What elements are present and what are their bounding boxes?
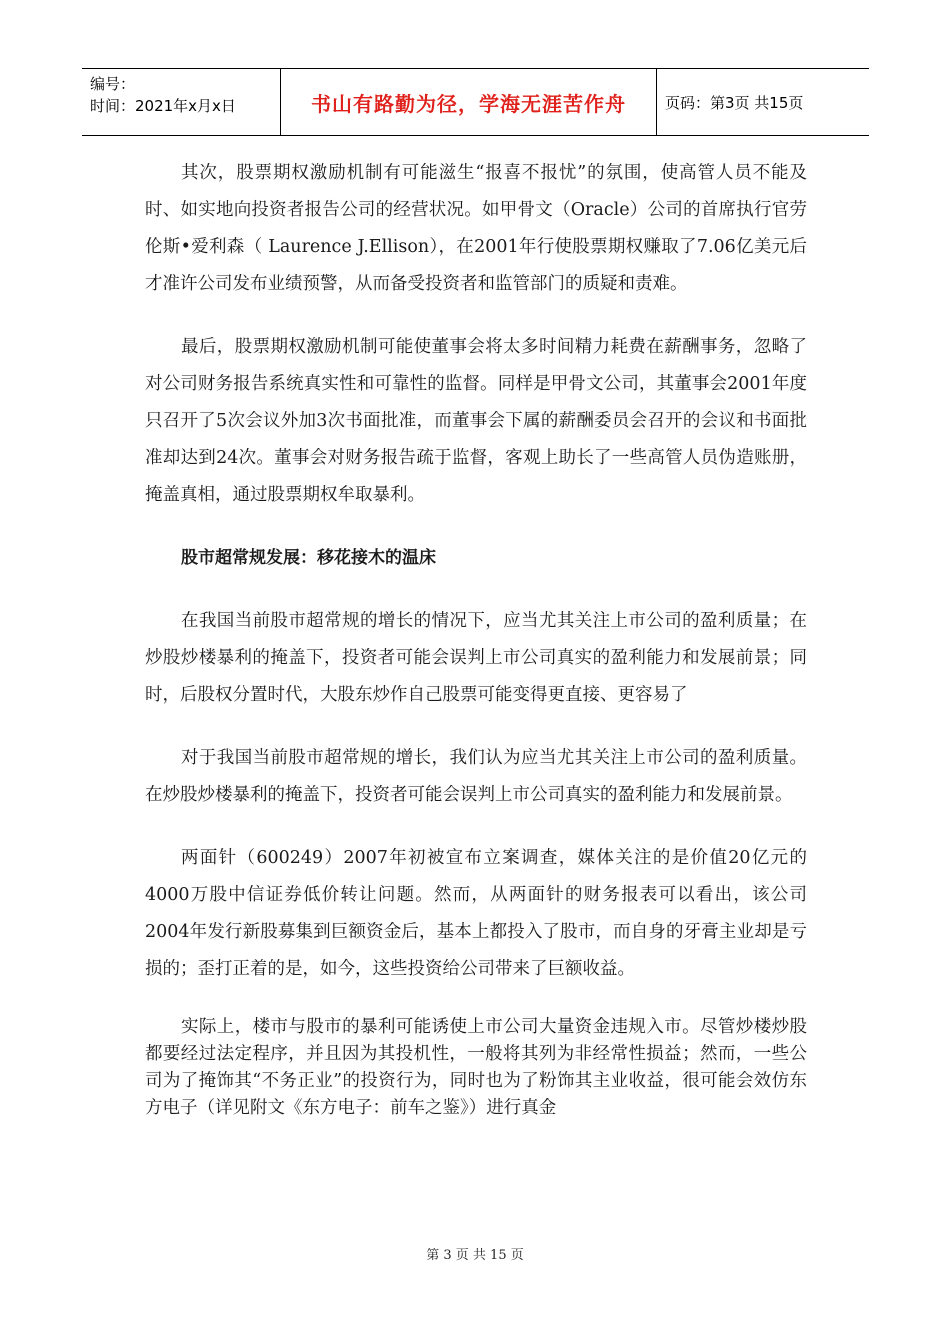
header-page-info: 页码：第3页 共15页 bbox=[665, 93, 804, 112]
footer-page-number: 第 3 页 共 15 页 bbox=[426, 1248, 524, 1263]
paragraph: 在我国当前股市超常规的增长的情况下，应当尤其关注上市公司的盈利质量；在炒股炒楼暴利的掩盖下，投资者可能会误判上市公司真实的盈利能力和发展前景；同时，后股权分置时代，大股东炒作自己股票可能变得更直接、更容易了 bbox=[145, 611, 807, 705]
paragraph: 实际上，楼市与股市的暴利可能诱使上市公司大量资金违规入市。尽管炒楼炒股都要经过法定程序，并且因为其投机性，一般将其列为非经常性损益；然而，一些公司为了掩饰其“不务正业”的投资行为，同时也为了粉饰其主业收益，很可能会效仿东方电子（详见附文《东方电子：前车之鉴》）进行真金 bbox=[145, 1017, 807, 1118]
header-meta bbox=[82, 69, 281, 135]
header-motto: 书山有路勤为径，学海无涯苦作舟 bbox=[311, 91, 626, 116]
page-footer bbox=[0, 1244, 950, 1263]
document-number-label: 编号： bbox=[90, 75, 136, 93]
section-heading: 股市超常规发展：移花接木的温床 bbox=[181, 548, 436, 568]
header-motto-cell bbox=[281, 69, 657, 135]
paragraph-gap bbox=[145, 303, 807, 329]
document-body bbox=[145, 155, 807, 1122]
paragraph: 最后，股票期权激励机制可能使董事会将太多时间精力耗费在薪酬事务，忽略了对公司财务报告系统真实性和可靠性的监督。同样是甲骨文公司，其董事会2001年度只召开了5次会议外加3次书面批准，而董事会下属的薪酬委员会召开的会议和书面批准却达到24次。董事会对财务报告疏于监督，客观上助长了一些高管人员伪造账册，掩盖真相，通过股票期权牟取暴利。 bbox=[145, 337, 807, 505]
paragraph-gap bbox=[145, 514, 807, 540]
paragraph: 两面针（600249）2007年初被宣布立案调查，媒体关注的是价值20亿元的4000万股中信证券低价转让问题。然而，从两面针的财务报表可以看出，该公司2004年发行新股募集到巨额资金后，基本上都投入了股市，而自身的牙膏主业却是亏损的；歪打正着的是，如今，这些投资给公司带来了巨额收益。 bbox=[145, 848, 807, 979]
header-page-info-cell bbox=[657, 69, 869, 135]
page-header bbox=[82, 68, 869, 136]
paragraph-gap bbox=[145, 577, 807, 603]
document-time-label: 时间：2021年x月x日 bbox=[90, 97, 236, 115]
paragraph: 其次，股票期权激励机制有可能滋生“报喜不报忧”的氛围，使高管人员不能及时、如实地向投资者报告公司的经营状况。如甲骨文（Oracle）公司的首席执行官劳伦斯•爱利森（ Laurence J.Ellison），在2001年行使股票期权赚取了7.06亿美元后才准许公司发布业绩预警，从而备受投资者和监管部门的质疑和责难。 bbox=[145, 163, 807, 294]
paragraph: 对于我国当前股市超常规的增长，我们认为应当尤其关注上市公司的盈利质量。在炒股炒楼暴利的掩盖下，投资者可能会误判上市公司真实的盈利能力和发展前景。 bbox=[145, 748, 807, 805]
paragraph-gap bbox=[145, 814, 807, 840]
paragraph-gap bbox=[145, 988, 807, 1014]
paragraph-gap bbox=[145, 714, 807, 740]
